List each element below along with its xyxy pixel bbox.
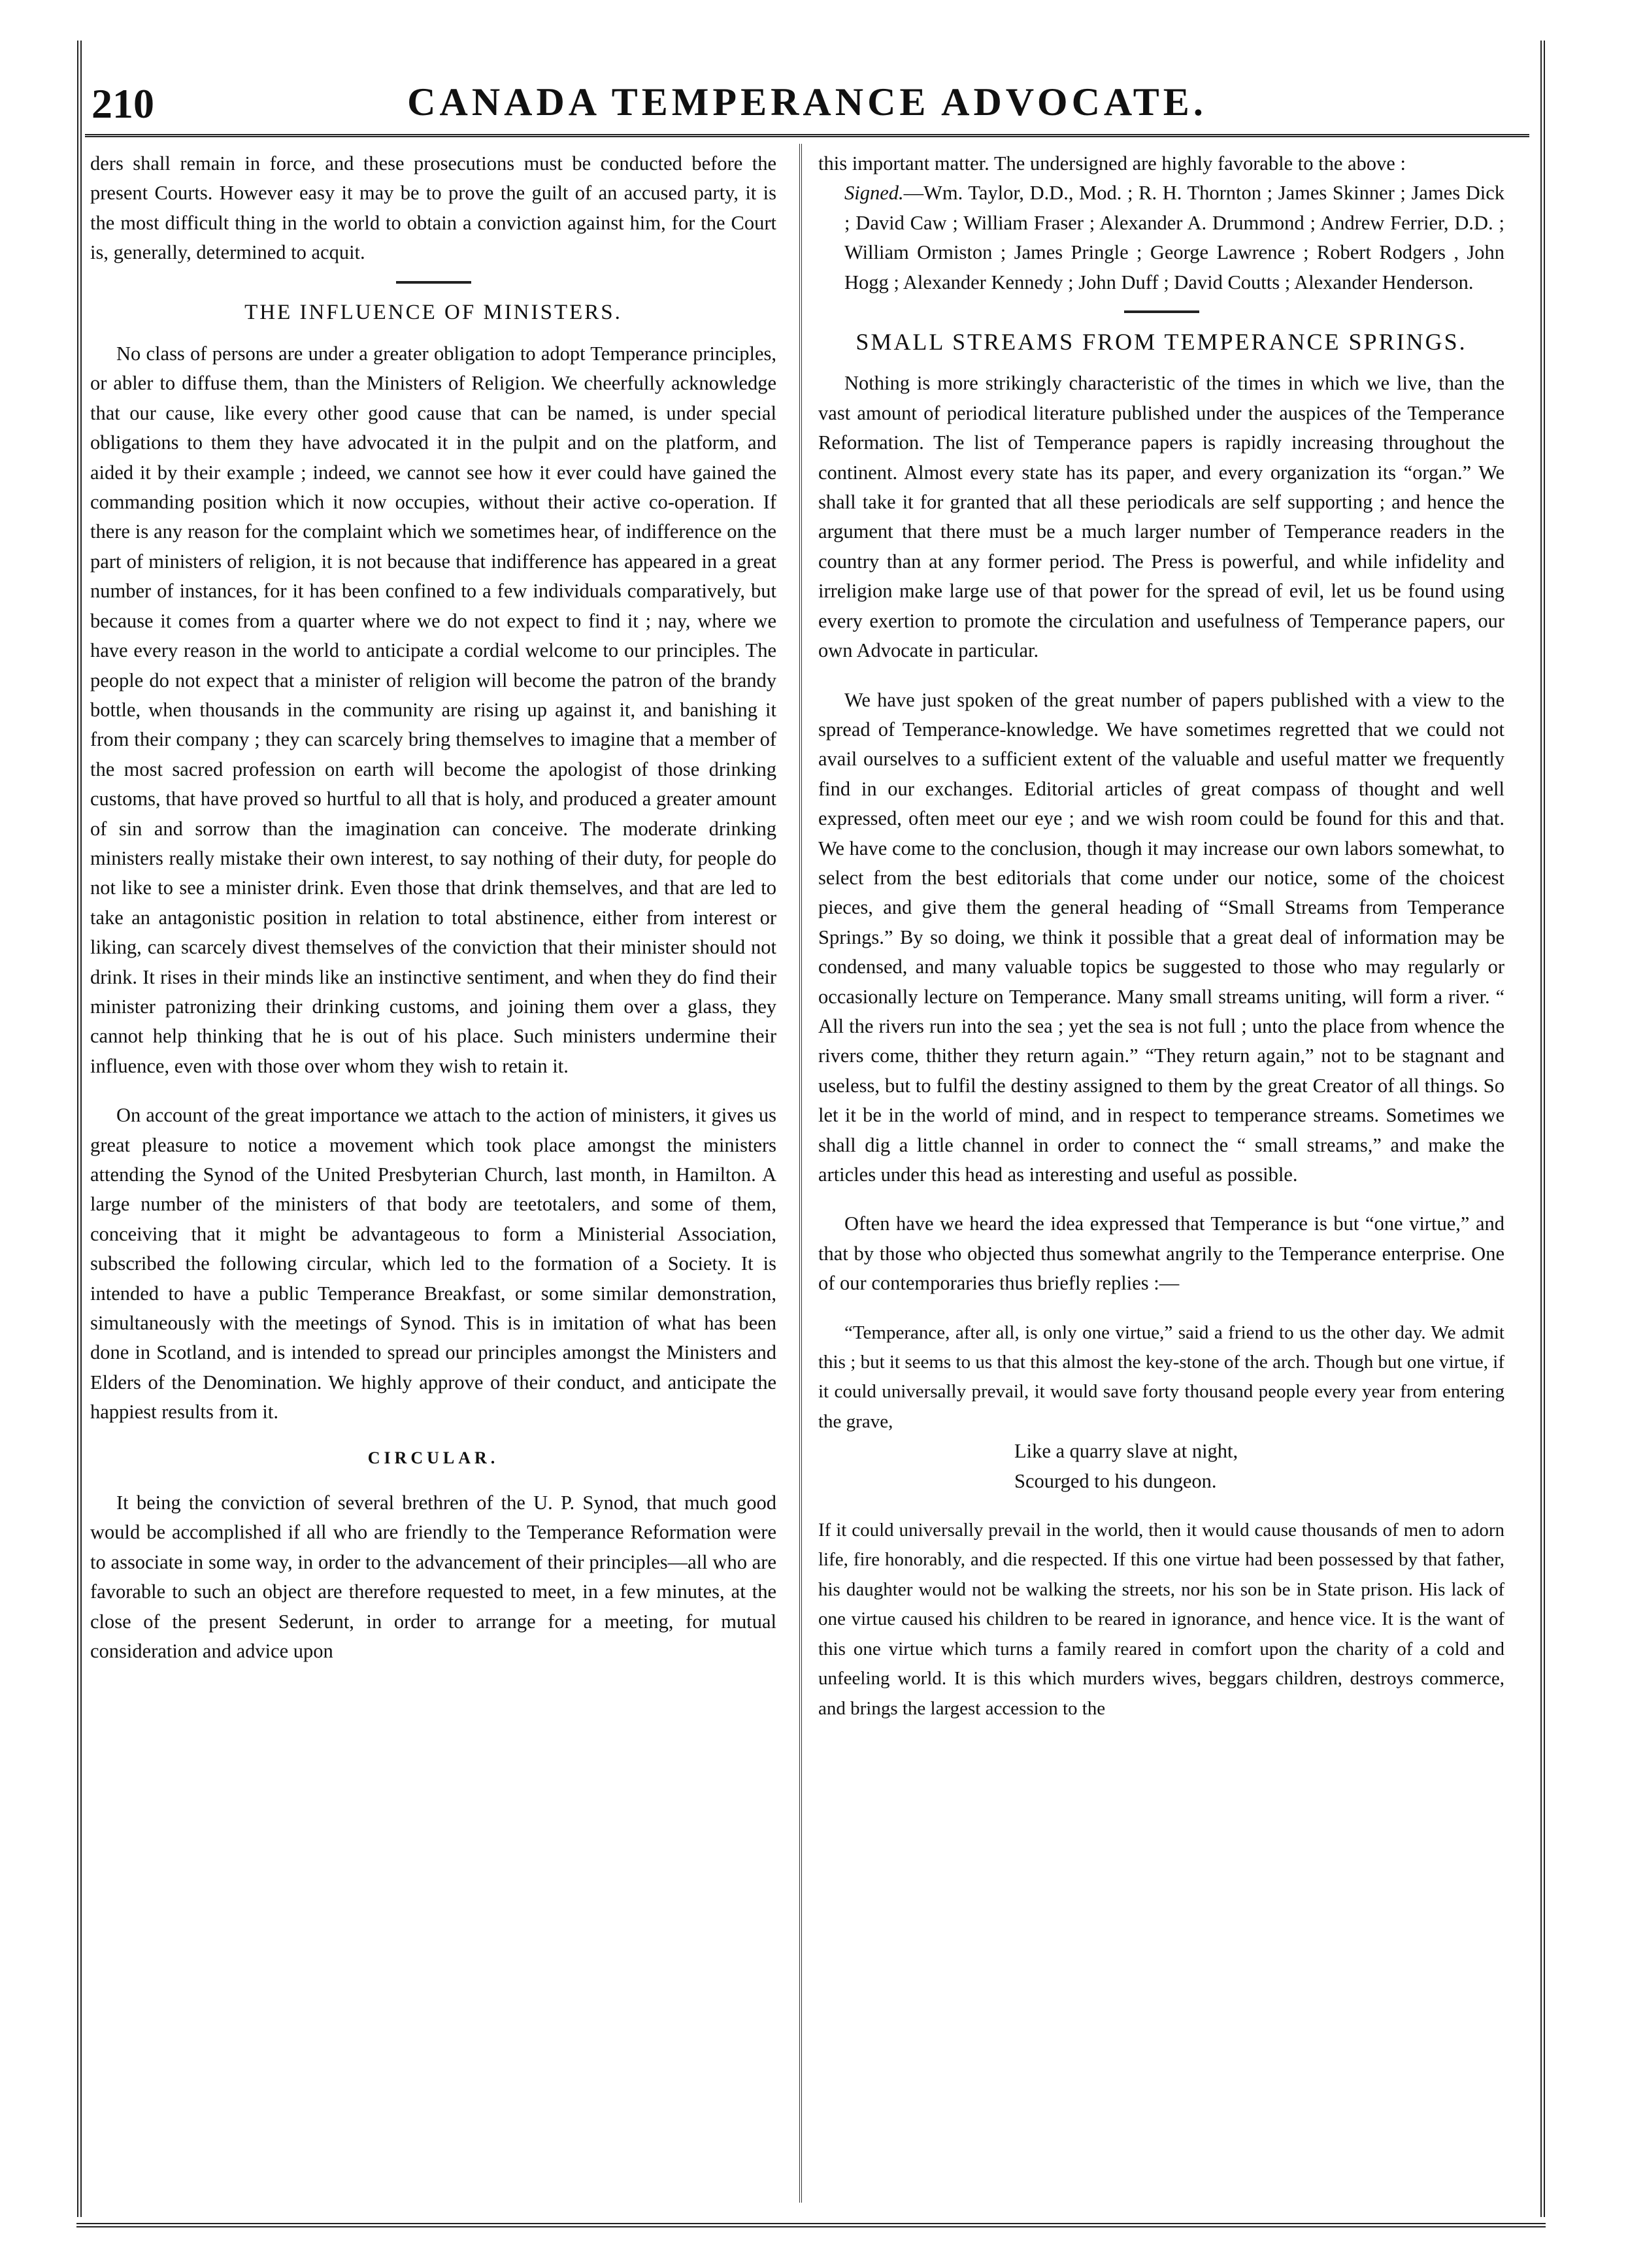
article-paragraph: No class of persons are under a greater obligation to adopt Temperance principles, or abler to diffuse them, than the Ministers of Religion. We cheerfully acknowledge that our cause, like every other good cause that can be named, is under special obligations to them they have advocated it in the pulpit and on the platform, and aided it by their example ; indeed, we cannot see how it ever could have gained the commanding position which it now occupies, without their active co-operation. If there is any reason for the complaint which we sometimes hear, of indifference on the part of ministers of religion, it is not because that indifference has appeared in a great number of instances, for it has been confined to a few individuals comparatively, but because it comes from a quarter where we do not expect to find it ; nay, where we have every reason in the world to anticipate a cordial welcome to our principles. The people do not expect that a minister of religion will become the patron of the brandy bottle, when thousands in the community are rising up against it, and banishing it from their company ; they can scarcely bring themselves to imagine that a member of the most sacred profession on earth will become the apologist of those drinking customs, that have proved so hurtful to all that is holy, and produced a greater amount of sin and sorrow than the imagination can conceive. The moderate drinking ministers really mistake their own interest, to say nothing of their duty, for people do not like to see a minister drink. Even those that drink themselves, and that are led to take an antagonistic position in relation to total abstinence, either from interest or liking, can scarcely divest themselves of the conviction that their minister should not drink. It rises in their minds like an instinctive sentiment, and when they do find their minister patronizing their drinking customs, and joining them over a glass, they cannot help thinking that he is out of his place. Such ministers undermine their influence, even with those over whom they wish to retain it.	[90, 342, 776, 1077]
section-rule	[396, 281, 471, 284]
article-title-influence-of-ministers: THE INFLUENCE OF MINISTERS.	[244, 300, 622, 324]
article-paragraph: Nothing is more strikingly characteristic of the times in which we live, than the vast amount of periodical literature published under the auspices of the Temperance Reformation. The list of Temperance papers is rapidly increasing throughout the continent. Almost every state has its paper, and every organization its “organ.” We shall take it for granted that all these periodicals are self supporting ; and hence the argument that there must be a much larger number of Temperance readers in the country than at any former period. The Press is powerful, and while infidelity and irreligion make large use of that power for the spread of evil, let us be found using every exertion to promote the circulation and usefulness of Temperance papers, our own Advocate in particular.	[818, 372, 1504, 662]
article-paragraph: On account of the great importance we attach to the action of ministers, it gives us great pleasure to notice a movement which took place amongst the ministers attending the Synod of the United Presbyterian Church, last month, in Hamilton. A large number of the ministers of that body are teetotalers, and some of them, conceiving that it might be advantageous to form a Ministerial Association, subscribed the following circular, which led to the formation of a Society. It is intended to have a public Temperance Breakfast, or some similar demonstration, simultaneously with the meetings of Synod. This is in imitation of what has been done in Scotland, and is intended to spread our principles amongst the Ministers and Elders of the Denomination. We highly approve of their conduct, and anticipate the happiest results from it.	[90, 1104, 776, 1424]
masthead-title: CANADA TEMPERANCE ADVOCATE.	[407, 80, 1207, 124]
article-paragraph: We have just spoken of the great number of papers published with a view to the spread of Temperance-knowledge. We have sometimes regretted that we could not avail ourselves to a sufficient extent of the valuable and useful matter we frequently find in our exchanges. Editorial articles of great compass of thought and well expressed, often meet our eye ; and we wish room could be found for this and that. We have come to the conclusion, though it may increase our own labors somewhat, to select from the best editorials that come under our notice, some of the choicest pieces, and give them the general heading of “Small Streams from Temperance Springs.” By so doing, we think it possible that a great deal of information may be condensed, and many valuable topics be suggested to those who may regularly or occasionally lecture on Temperance. Many small streams uniting, will form a river. “ All the rivers run into the sea ; yet the sea is not full ; unto the place from whence the rivers come, thither they return again.” “They return again,” not to be stagnant and useless, but to fulfil the destiny assigned to them by the great Creator of all things. So let it be in the world of mind, and in respect to temperance streams. Sometimes we shall dig a little channel in order to connect the “ small streams,” and make the articles under this head as interesting and useful as possible.	[818, 688, 1504, 1186]
section-rule	[1124, 310, 1199, 313]
paragraph-gap	[818, 666, 1504, 686]
verse-line: Like a quarry slave at night,	[1014, 1440, 1238, 1463]
left-column	[90, 149, 776, 2195]
article-paragraph: Often have we heard the idea expressed that Temperance is but “one virtue,” and that by those who objected thus somewhat angrily to the Temperance enterprise. One of our contemporaries thus briefly replies :—	[818, 1212, 1504, 1295]
article-title-small-streams: SMALL STREAMS FROM TEMPERANCE SPRINGS.	[856, 329, 1467, 356]
paragraph-gap	[818, 1496, 1504, 1516]
paragraph-gap	[818, 1299, 1504, 1318]
signers-list	[818, 178, 1504, 297]
paragraph-gap	[818, 1190, 1504, 1209]
page-header	[85, 72, 1529, 132]
circular-heading: CIRCULAR.	[367, 1448, 499, 1467]
page-number: 210	[91, 80, 154, 127]
right-column	[818, 149, 1504, 2195]
continued-paragraph: this important matter. The undersigned are highly favorable to the above :	[818, 152, 1406, 175]
header-rule	[85, 134, 1529, 137]
verse-line: Scourged to his dungeon.	[1014, 1469, 1217, 1492]
signed-label: Signed.	[844, 182, 904, 205]
column-divider	[799, 144, 802, 2203]
paragraph-gap	[90, 1081, 776, 1101]
quoted-paragraph: “Temperance, after all, is only one virtue,” said a friend to us the other day. We admit this ; but it seems to us that this almost the key-stone of the arch. Though but one virtue, if it could universally prevail, it would save forty thousand people every year from entering the grave,	[818, 1322, 1504, 1432]
quoted-paragraph: If it could universally prevail in the world, then it would cause thousands of men to adorn life, fire honorably, and die respected. If this one virtue had been possessed by that father, his daughter would not be walking the streets, nor his son be in State prison. His lack of one virtue caused his children to be reared in ignorance, and hence vice. It is the want of this one virtue which turns a family reared in comfort upon the charity of a cold and unfeeling world. It is this which murders wives, beggars children, destroys commerce, and brings the largest accession to the	[818, 1520, 1504, 1719]
signer-names: —Wm. Taylor, D.D., Mod. ; R. H. Thornton ; James Skinner ; James Dick ; David Caw ; William Fraser ; Alexander A. Drummond ; Andrew Ferrier, D.D. ; William Ormiston ; James Pringle ; George Lawrence ; Robert Rodgers , John Hogg ; Alexander Kennedy ; John Duff ; David Coutts ; Alexander Henderson.	[844, 182, 1504, 293]
continued-paragraph: ders shall remain in force, and these prosecutions must be conducted before the present Courts. However easy it may be to prove the guilt of an accused party, it is the most difficult thing in the world to obtain a conviction against him, for the Court is, generally, determined to acquit.	[90, 152, 776, 264]
circular-paragraph: It being the conviction of several brethren of the U. P. Synod, that much good would be accomplished if all who are friendly to the Temperance Reformation were to associate in some way, in order to the advancement of their principles—all who are favorable to such an object are therefore requested to meet, in a few minutes, at the close of the present Sederunt, in order to arrange for a meeting, for mutual consideration and advice upon	[90, 1492, 776, 1663]
